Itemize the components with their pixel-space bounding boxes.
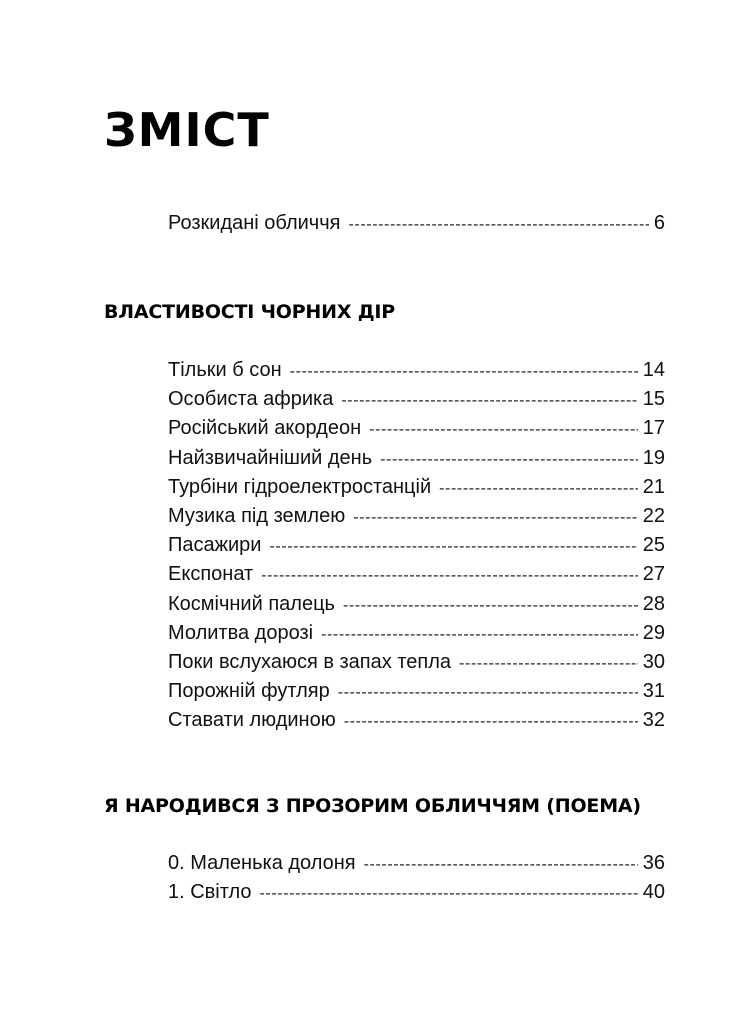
toc-dot-leader bbox=[261, 561, 638, 590]
toc-entry-page: 30 bbox=[642, 650, 665, 673]
toc-entry[interactable] bbox=[168, 560, 665, 589]
toc-entry[interactable] bbox=[168, 444, 665, 473]
toc-dot-leader bbox=[348, 210, 648, 239]
toc-entry-title: 1. Світло bbox=[168, 881, 252, 904]
toc-dot-leader bbox=[290, 357, 638, 386]
toc-entry-page: 36 bbox=[642, 852, 665, 874]
toc-entry[interactable] bbox=[168, 209, 665, 238]
toc-dot-leader bbox=[380, 445, 638, 474]
toc-entry-title: Тільки б сон bbox=[168, 359, 282, 381]
toc-intro-list bbox=[168, 209, 665, 238]
toc-dot-leader bbox=[338, 678, 638, 707]
toc-entry-title: Порожній футляр bbox=[168, 680, 330, 703]
toc-entry[interactable] bbox=[168, 878, 665, 907]
toc-entry-page: 29 bbox=[642, 621, 665, 644]
toc-entry[interactable] bbox=[168, 677, 665, 706]
toc-entry-page: 17 bbox=[642, 417, 665, 440]
toc-entry-title: Російський акордеон bbox=[168, 417, 362, 440]
toc-entry-page: 27 bbox=[642, 563, 665, 586]
toc-entry[interactable] bbox=[168, 414, 665, 443]
toc-entry[interactable] bbox=[168, 473, 665, 502]
toc-section1-list bbox=[168, 356, 665, 735]
toc-entry-page: 21 bbox=[642, 475, 665, 498]
toc-entry-title: Розкидані обличчя bbox=[168, 212, 341, 234]
toc-entry-title: Турбіни гідроелектростанцій bbox=[168, 475, 432, 498]
toc-dot-leader bbox=[364, 850, 638, 879]
toc-entry-title: Пасажири bbox=[168, 534, 262, 557]
toc-dot-leader bbox=[369, 415, 638, 444]
toc-entry-page: 25 bbox=[642, 534, 665, 557]
section-heading-poem: Я НАРОДИВСЯ З ПРОЗОРИМ ОБЛИЧЧЯМ (ПОЕМА) bbox=[104, 795, 641, 817]
toc-entry-page: 19 bbox=[642, 446, 665, 469]
toc-entry-page: 28 bbox=[642, 592, 665, 615]
toc-dot-leader bbox=[321, 620, 638, 649]
toc-section2-list bbox=[168, 849, 665, 907]
toc-entry-page: 22 bbox=[642, 504, 665, 527]
toc-entry-page: 32 bbox=[642, 709, 665, 732]
toc-entry-title: Найзвичайніший день bbox=[168, 446, 373, 469]
toc-dot-leader bbox=[343, 591, 638, 620]
toc-dot-leader bbox=[353, 503, 638, 532]
toc-entry[interactable] bbox=[168, 619, 665, 648]
toc-entry[interactable] bbox=[168, 502, 665, 531]
toc-entry-title: Молитва дорозі bbox=[168, 621, 314, 644]
toc-dot-leader bbox=[341, 386, 637, 415]
toc-dot-leader bbox=[269, 532, 637, 561]
toc-entry-title: Ставати людиною bbox=[168, 709, 336, 732]
toc-entry-page: 6 bbox=[653, 212, 665, 234]
page-title: ЗМІСТ bbox=[104, 103, 270, 157]
toc-entry[interactable] bbox=[168, 531, 665, 560]
toc-entry-title: Поки вслухаюся в запах тепла bbox=[168, 650, 451, 673]
toc-entry-title: Музика під землею bbox=[168, 504, 346, 527]
toc-entry-title: Космічний палець bbox=[168, 592, 335, 615]
toc-entry-page: 15 bbox=[642, 388, 665, 411]
toc-dot-leader bbox=[439, 474, 638, 503]
toc-entry[interactable] bbox=[168, 849, 665, 878]
toc-entry-title: 0. Маленька долоня bbox=[168, 852, 356, 874]
section-heading-black-holes: ВЛАСТИВОСТІ ЧОРНИХ ДІР bbox=[104, 301, 396, 323]
toc-entry-page: 40 bbox=[642, 881, 665, 904]
toc-entry[interactable] bbox=[168, 385, 665, 414]
toc-dot-leader bbox=[459, 649, 638, 678]
toc-entry[interactable] bbox=[168, 356, 665, 385]
toc-dot-leader bbox=[344, 707, 638, 736]
toc-entry-title: Особиста африка bbox=[168, 388, 334, 411]
toc-entry[interactable] bbox=[168, 648, 665, 677]
toc-entry-page: 31 bbox=[642, 680, 665, 703]
toc-entry[interactable] bbox=[168, 706, 665, 735]
toc-entry-title: Експонат bbox=[168, 563, 254, 586]
toc-dot-leader bbox=[260, 879, 638, 908]
toc-entry[interactable] bbox=[168, 590, 665, 619]
toc-entry-page: 14 bbox=[642, 359, 665, 381]
